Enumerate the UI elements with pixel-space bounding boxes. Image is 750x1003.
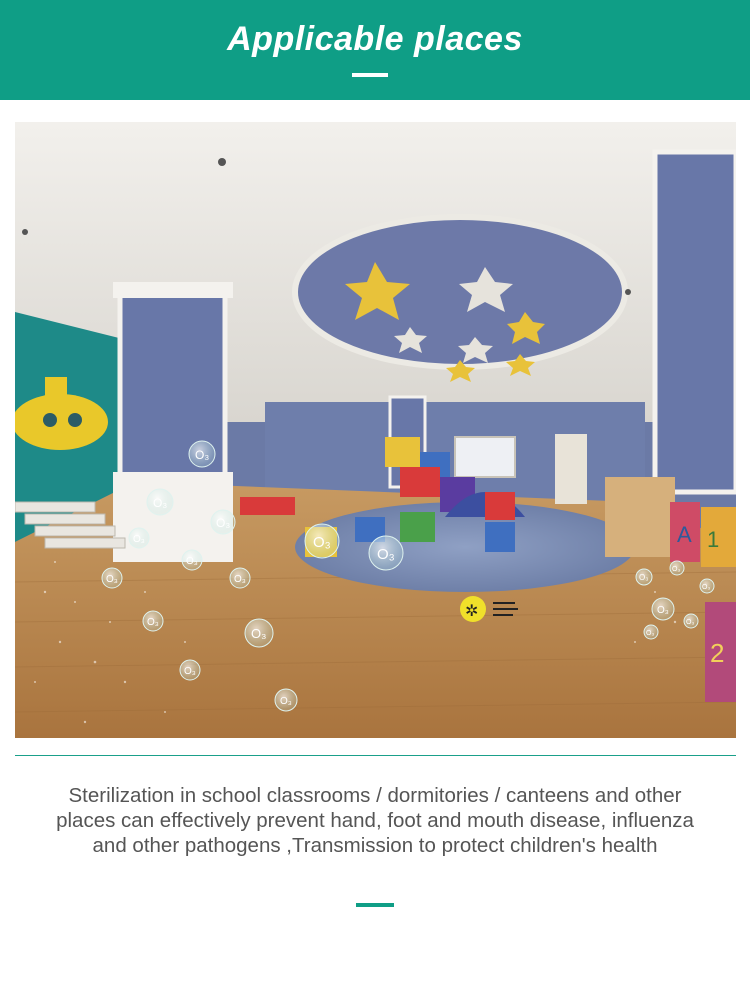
section-divider [15, 755, 736, 756]
svg-text:O₃: O₃ [657, 605, 669, 616]
svg-text:O₃: O₃ [672, 566, 681, 573]
svg-text:O₃: O₃ [106, 574, 118, 585]
svg-text:O₃: O₃ [377, 546, 395, 563]
svg-text:1: 1 [707, 527, 720, 552]
svg-text:O₃: O₃ [234, 574, 246, 585]
svg-text:O₃: O₃ [646, 630, 655, 637]
svg-text:O₃: O₃ [280, 696, 292, 707]
svg-text:O₃: O₃ [184, 666, 196, 677]
page-title: Applicable places [227, 20, 523, 58]
svg-text:A: A [677, 522, 692, 547]
svg-text:O₃: O₃ [195, 448, 210, 462]
svg-text:✲: ✲ [465, 603, 479, 620]
svg-text:O₃: O₃ [216, 516, 231, 530]
svg-text:O₃: O₃ [702, 584, 711, 591]
title-underline [352, 73, 388, 77]
classroom-illustration [15, 122, 736, 738]
svg-text:O₃: O₃ [251, 626, 267, 641]
svg-text:O₃: O₃ [133, 534, 145, 545]
svg-text:O₃: O₃ [153, 496, 168, 510]
footer-accent-line [356, 903, 394, 907]
svg-text:O₃: O₃ [639, 573, 649, 582]
svg-text:O₃: O₃ [313, 534, 331, 551]
svg-text:O₃: O₃ [686, 619, 695, 626]
svg-text:O₃: O₃ [186, 556, 198, 567]
svg-text:O₃: O₃ [147, 617, 159, 628]
classroom-photo [15, 122, 736, 738]
svg-text:2: 2 [710, 638, 725, 668]
header-banner [0, 0, 750, 100]
description-text: Sterilization in school classrooms / dormitories / canteens and other places can effectively prevent hand, foot and mouth disease, influenza and other pathogens ,Transmission to protect children's health [56, 784, 694, 857]
